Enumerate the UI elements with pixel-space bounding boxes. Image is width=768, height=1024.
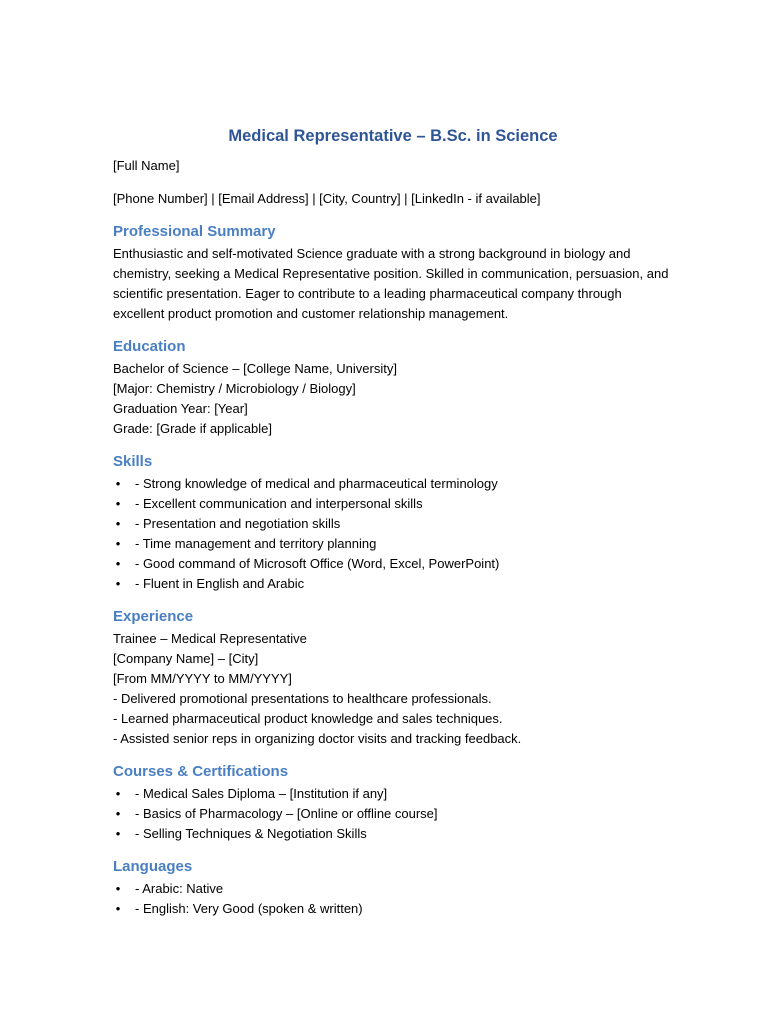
experience-line: [Company Name] – [City] xyxy=(113,651,259,666)
education-section xyxy=(113,336,673,439)
bullet-icon: • xyxy=(115,786,121,801)
document-title: Medical Representative – B.Sc. in Science xyxy=(228,127,558,145)
bullet-icon: • xyxy=(115,556,121,571)
experience-section xyxy=(113,606,673,749)
experience-line: - Delivered promotional presentations to healthcare professionals. xyxy=(113,691,492,706)
education-line: Graduation Year: [Year] xyxy=(113,401,248,416)
courses-section xyxy=(113,761,673,844)
skill-text: - Strong knowledge of medical and pharmaceutical terminology xyxy=(135,476,498,491)
experience-line: - Learned pharmaceutical product knowledge and sales techniques. xyxy=(113,711,503,726)
professional-summary-section xyxy=(113,221,673,324)
course-text: - Medical Sales Diploma – [Institution if any] xyxy=(135,786,388,801)
list-item xyxy=(113,474,673,494)
course-text: - Selling Techniques & Negotiation Skills xyxy=(135,826,367,841)
skill-text: - Fluent in English and Arabic xyxy=(135,576,305,591)
professional-summary-heading: Professional Summary xyxy=(113,223,276,240)
experience-line: [From MM/YYYY to MM/YYYY] xyxy=(113,671,292,686)
courses-heading: Courses & Certifications xyxy=(113,763,289,780)
languages-section xyxy=(113,856,673,919)
list-item xyxy=(113,824,673,844)
bullet-icon: • xyxy=(115,826,121,841)
language-text: - English: Very Good (spoken & written) xyxy=(135,901,363,916)
bullet-icon: • xyxy=(115,806,121,821)
experience-line: - Assisted senior reps in organizing doctor visits and tracking feedback. xyxy=(113,731,522,746)
bullet-icon: • xyxy=(115,901,121,916)
skill-text: - Good command of Microsoft Office (Word, Excel, PowerPoint) xyxy=(135,556,500,571)
bullet-icon: • xyxy=(115,496,121,511)
skills-list xyxy=(113,474,673,594)
list-item xyxy=(113,804,673,824)
skill-text: - Time management and territory planning xyxy=(135,536,377,551)
full-name: [Full Name] xyxy=(113,158,180,173)
professional-summary-text: Enthusiastic and self-motivated Science graduate with a strong background in biology and chemistry, seeking a Medical Representative position. Skilled in communication, persuasion, and scientific presentation. Eager to contribute to a leading pharmaceutical company through excellent product promotion and customer relationship management. xyxy=(113,246,669,321)
list-item xyxy=(113,879,673,899)
skill-text: - Presentation and negotiation skills xyxy=(135,516,341,531)
list-item xyxy=(113,534,673,554)
languages-heading: Languages xyxy=(113,858,193,875)
bullet-icon: • xyxy=(115,576,121,591)
bullet-icon: • xyxy=(115,536,121,551)
list-item xyxy=(113,494,673,514)
skills-heading: Skills xyxy=(113,453,153,470)
experience-line: Trainee – Medical Representative xyxy=(113,631,307,646)
experience-heading: Experience xyxy=(113,608,194,625)
education-line: Bachelor of Science – [College Name, University] xyxy=(113,361,397,376)
list-item xyxy=(113,554,673,574)
bullet-icon: • xyxy=(115,881,121,896)
list-item xyxy=(113,784,673,804)
education-line: Grade: [Grade if applicable] xyxy=(113,421,272,436)
languages-list xyxy=(113,879,673,919)
list-item xyxy=(113,514,673,534)
document-body xyxy=(113,124,673,919)
list-item xyxy=(113,574,673,594)
courses-list xyxy=(113,784,673,844)
education-line: [Major: Chemistry / Microbiology / Biology] xyxy=(113,381,356,396)
course-text: - Basics of Pharmacology – [Online or offline course] xyxy=(135,806,438,821)
skills-section xyxy=(113,451,673,594)
contact-info: [Phone Number] | [Email Address] | [City, Country] | [LinkedIn - if available] xyxy=(113,191,541,206)
list-item xyxy=(113,899,673,919)
education-heading: Education xyxy=(113,338,186,355)
skill-text: - Excellent communication and interpersonal skills xyxy=(135,496,423,511)
language-text: - Arabic: Native xyxy=(135,881,224,896)
bullet-icon: • xyxy=(115,476,121,491)
bullet-icon: • xyxy=(115,516,121,531)
